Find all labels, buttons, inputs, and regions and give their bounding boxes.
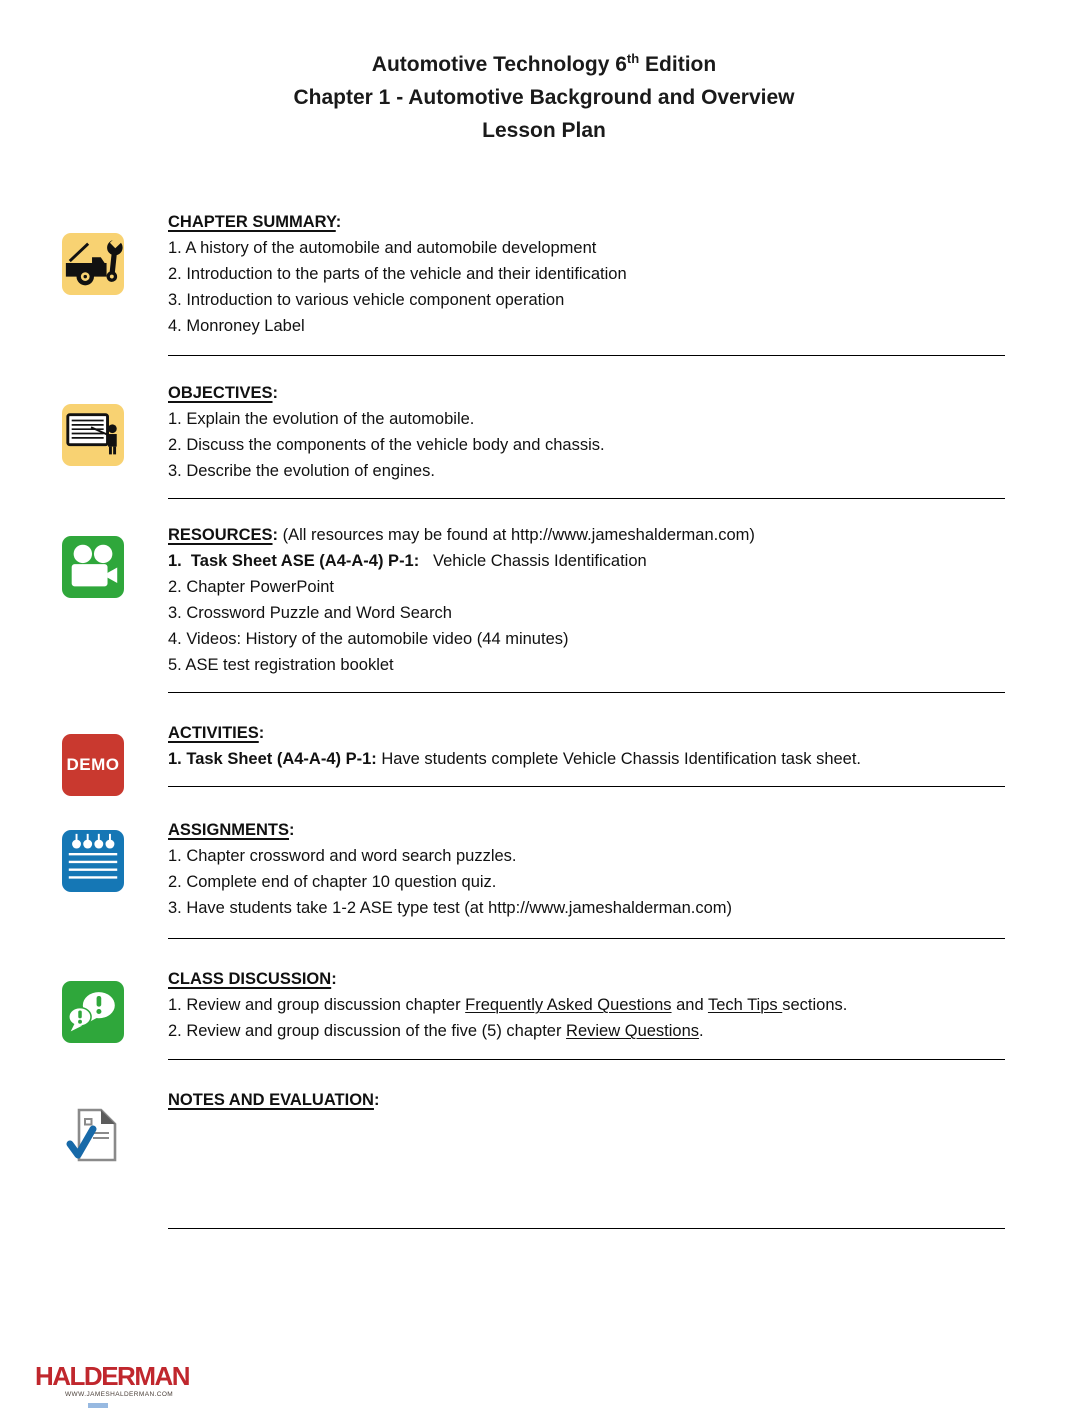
- list-item: 3. Describe the evolution of engines.: [168, 462, 435, 480]
- activities-heading-colon: :: [258, 724, 265, 742]
- section-divider: [168, 1059, 1005, 1060]
- activities-heading: [168, 720, 1008, 746]
- section-class-discussion: [0, 966, 1088, 1044]
- discussion-item1-post: sections.: [782, 996, 848, 1014]
- section-divider: [168, 692, 1005, 693]
- list-item: [168, 1018, 1008, 1044]
- resources-heading-colon: :: [272, 526, 279, 544]
- notepad-icon: [62, 830, 124, 892]
- title-line-1-superscript: th: [626, 51, 640, 66]
- section-divider: [168, 1228, 1005, 1229]
- discussion-item2-pre: 2. Review and group discussion of the five (5) chapter: [168, 1022, 567, 1040]
- discussion-item1-mid: and: [671, 996, 708, 1014]
- section-divider: [168, 498, 1005, 499]
- activities-heading-label: ACTIVITIES: [168, 724, 259, 742]
- list-item: [168, 992, 1008, 1018]
- list-item: 3. Have students take 1-2 ASE type test (at http://www.jameshalderman.com): [168, 899, 733, 917]
- list-item: 1. Explain the evolution of the automobile.: [168, 410, 475, 428]
- objectives-heading-label: OBJECTIVES: [168, 384, 273, 402]
- logo-blue-dash: [88, 1403, 108, 1408]
- notes-evaluation-heading-colon: :: [373, 1091, 380, 1109]
- title-line-2: Chapter 1 - Automotive Background and Overview: [293, 86, 795, 109]
- list-item: 2. Discuss the components of the vehicle body and chassis.: [168, 436, 605, 454]
- section-divider: [168, 938, 1005, 939]
- list-item: 2. Complete end of chapter 10 question quiz.: [168, 873, 497, 891]
- list-item: 2. Chapter PowerPoint: [168, 578, 335, 596]
- assignments-heading-colon: :: [289, 821, 295, 839]
- halderman-logo: [35, 1362, 1088, 1408]
- assignments-heading: [168, 817, 1008, 843]
- video-camera-icon: [62, 536, 124, 598]
- discussion-item1-underlined-faq: Frequently Asked Questions: [465, 996, 672, 1014]
- list-item: [168, 548, 1008, 574]
- discussion-item2-underlined-review-questions: Review Questions: [566, 1022, 700, 1040]
- chapter-summary-heading-label: CHAPTER SUMMARY: [168, 213, 336, 231]
- discussion-item1-pre: 1. Review and group discussion chapter: [168, 996, 466, 1014]
- section-resources: [0, 522, 1088, 678]
- list-item: 3. Introduction to various vehicle component operation: [168, 291, 565, 309]
- section-assignments: [0, 817, 1088, 921]
- class-discussion-heading-label: CLASS DISCUSSION: [168, 970, 332, 988]
- presentation-board-icon: [62, 404, 124, 466]
- assignments-heading-label: ASSIGNMENTS: [168, 821, 290, 839]
- document-title-block: [0, 0, 1088, 147]
- section-objectives: [0, 380, 1088, 484]
- section-chapter-summary: [0, 209, 1088, 339]
- resources-item1-text: Vehicle Chassis Identification: [419, 552, 647, 570]
- class-discussion-heading-colon: :: [331, 970, 337, 988]
- section-divider: [168, 355, 1005, 356]
- list-item: 5. ASE test registration booklet: [168, 656, 394, 674]
- demo-badge-icon: [62, 734, 124, 796]
- speech-bubbles-icon: [62, 981, 124, 1043]
- title-line-3: Lesson Plan: [482, 119, 606, 142]
- list-item: 3. Crossword Puzzle and Word Search: [168, 604, 452, 622]
- resources-heading: [168, 522, 1008, 548]
- list-item: 4. Monroney Label: [168, 317, 305, 335]
- chapter-summary-heading-colon: :: [335, 213, 342, 231]
- title-line-1: [0, 42, 1088, 81]
- title-line-1-tail: Edition: [639, 53, 717, 76]
- discussion-item1-underlined-tech-tips: Tech Tips: [707, 996, 783, 1014]
- chapter-summary-heading: [168, 209, 1008, 235]
- activities-item1-bold: 1. Task Sheet (A4-A-4) P-1:: [168, 750, 377, 768]
- section-activities: [0, 720, 1088, 772]
- class-discussion-heading: [168, 966, 1008, 992]
- notes-evaluation-heading-label: NOTES AND EVALUATION: [168, 1091, 374, 1109]
- title-line-1-main: Automotive Technology 6: [371, 53, 627, 76]
- car-repair-icon: [62, 233, 124, 295]
- objectives-heading: [168, 380, 1008, 406]
- resources-heading-label: RESOURCES: [168, 526, 273, 544]
- list-item: 4. Videos: History of the automobile video (44 minutes): [168, 630, 569, 648]
- list-item: [168, 746, 1008, 772]
- document-check-icon: [62, 1102, 128, 1170]
- section-divider: [168, 786, 1005, 787]
- halderman-logo-text: HALDERMAN: [35, 1361, 190, 1391]
- list-item: 1. Chapter crossword and word search puzzles.: [168, 847, 517, 865]
- demo-badge-label: DEMO: [66, 755, 120, 774]
- discussion-item2-post: .: [699, 1022, 704, 1040]
- list-item: 1. A history of the automobile and automobile development: [168, 239, 597, 257]
- objectives-heading-colon: :: [272, 384, 279, 402]
- activities-item1-text: Have students complete Vehicle Chassis Identification task sheet.: [376, 750, 862, 768]
- resources-item1-bold: 1. Task Sheet ASE (A4-A-4) P-1:: [168, 552, 420, 570]
- section-notes-evaluation: [0, 1087, 1088, 1113]
- notes-evaluation-heading: [168, 1087, 1008, 1113]
- halderman-logo-url: WWW.JAMESHALDERMAN.COM: [65, 1391, 174, 1398]
- list-item: 2. Introduction to the parts of the vehicle and their identification: [168, 265, 627, 283]
- resources-heading-note: (All resources may be found at http://www.jameshalderman.com): [278, 526, 755, 544]
